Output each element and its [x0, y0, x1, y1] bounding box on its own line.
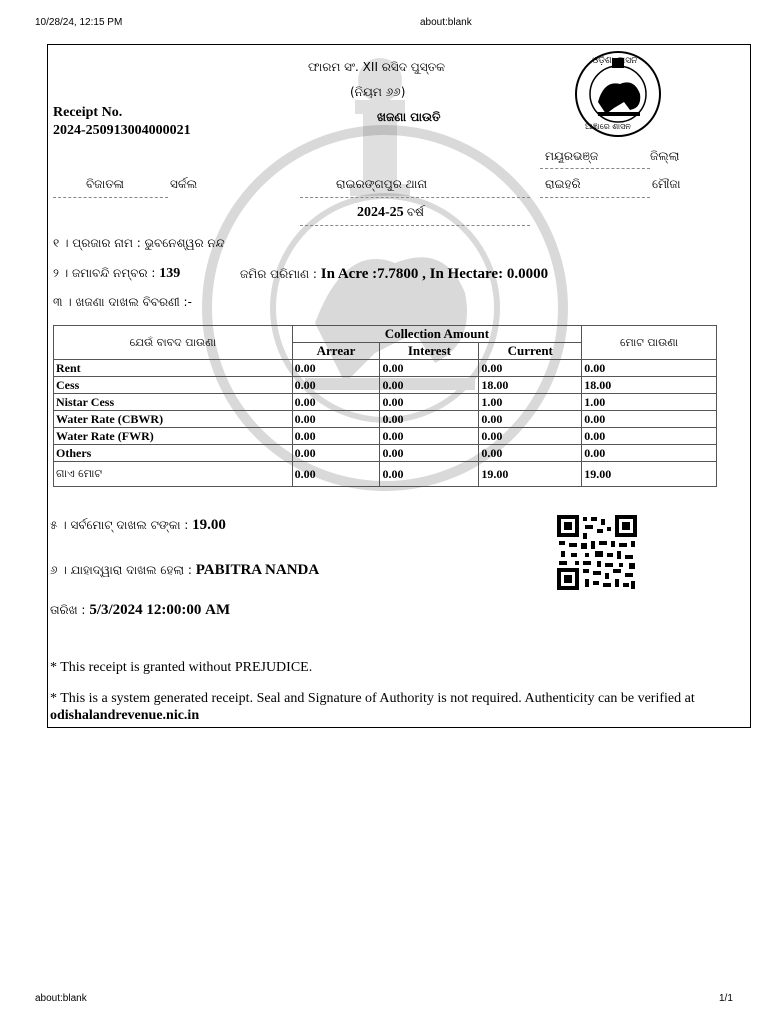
page-number: 1/1: [719, 993, 733, 1004]
row-arrear: 0.00: [292, 445, 380, 462]
row-item: Water Rate (CBWR): [54, 411, 293, 428]
row-item: Water Rate (FWR): [54, 428, 293, 445]
table-row: [54, 445, 717, 462]
row-total: 0.00: [582, 360, 717, 377]
row-arrear: 0.00: [292, 394, 380, 411]
khata-label: ୨ । ଜମାବନ୍ଦି ନମ୍ବର :: [53, 266, 156, 280]
grand-total-label: ଗାଏ ମୋଟ: [54, 462, 293, 487]
year-underline: [300, 225, 530, 226]
row-interest: 0.00: [380, 428, 479, 445]
print-title: about:blank: [420, 17, 472, 28]
row-arrear: 0.00: [292, 428, 380, 445]
print-header: [0, 17, 768, 31]
grand-current: 19.00: [479, 462, 582, 487]
receipt-title: ଖଜଣା ପାଉତି: [377, 110, 441, 124]
date-label: ତାରିଖ :: [50, 603, 86, 617]
table-row: [54, 428, 717, 445]
head-current: Current: [479, 343, 582, 360]
table-row: [54, 394, 717, 411]
tenant-name: ଭୁବନେଶ୍ୱର ନନ୍ଦ: [144, 236, 225, 250]
financial-year: [357, 204, 424, 221]
total-paid-line: [50, 517, 226, 534]
emblem-top-text: ଓଡ଼ିଶା ଶାସନ: [592, 56, 638, 66]
circle-label: ସର୍କଲ: [170, 177, 198, 191]
paid-by-value: PABITRA NANDA: [195, 562, 320, 578]
year-value: 2024-25: [357, 205, 404, 220]
police-station: ରାଇରଙ୍ଗପୁର ଥାନା: [336, 177, 428, 191]
row-current: 1.00: [479, 394, 582, 411]
mouza-label: ମୌଜା: [652, 177, 681, 191]
tenant-label: ୧ । ପ୍ରଜାର ନାମ :: [53, 236, 141, 250]
mouza-underline: [540, 197, 650, 198]
khata-number: 139: [159, 266, 181, 281]
district-value: ମୟୂରଭଞ୍ଜ: [545, 149, 599, 163]
grand-total: 19.00: [582, 462, 717, 487]
head-item: ଯେଉଁ ବାବଦ ପାଉଣା: [54, 326, 293, 360]
note-system-generated: [50, 690, 710, 724]
district-underline: [540, 168, 650, 169]
district-label: ଜିଲ୍ଲା: [650, 149, 680, 163]
row-arrear: 0.00: [292, 360, 380, 377]
row-current: 0.00: [479, 360, 582, 377]
row-total: 1.00: [582, 394, 717, 411]
row-total: 0.00: [582, 428, 717, 445]
row-item: Nistar Cess: [54, 394, 293, 411]
grand-total-row: [54, 462, 717, 487]
mouza-value: ରାଇହରି: [545, 177, 581, 191]
circle-underline: [53, 197, 168, 198]
paid-by-label: ୬ । ଯାହାଦ୍ୱାରା ଦାଖଲ ହେଲା :: [50, 563, 192, 577]
receipt-no-label: Receipt No.: [53, 105, 123, 120]
date-value: 5/3/2024 12:00:00 AM: [89, 602, 231, 618]
row-total: 0.00: [582, 411, 717, 428]
print-datetime: 10/28/24, 12:15 PM: [35, 17, 123, 28]
area-label: ଜମିର ପରିମାଣ :: [240, 267, 317, 281]
total-paid-value: 19.00: [192, 517, 226, 533]
ps-underline: [300, 197, 530, 198]
footer-url: about:blank: [35, 993, 87, 1004]
table-row: [54, 377, 717, 394]
head-arrear: Arrear: [292, 343, 380, 360]
row-item: Rent: [54, 360, 293, 377]
head-total: ମୋଟ ପାଉଣା: [582, 326, 717, 360]
total-paid-label: ୫ । ସର୍ବମୋଟ୍ ଦାଖଲ ଟଙ୍କା :: [50, 518, 189, 532]
table-row: [54, 411, 717, 428]
paid-by-line: [50, 562, 319, 579]
receipt-no-value: 2024-250913004000021: [53, 123, 191, 138]
note2-text: * This is a system generated receipt. Seal and Signature of Authority is not required. Authenticity can be verified at: [50, 691, 695, 706]
head-collection: Collection Amount: [292, 326, 582, 343]
row-total: 0.00: [582, 445, 717, 462]
date-line: [50, 602, 230, 619]
rule-number: (ନିୟମ ୬୬): [350, 85, 406, 99]
row-interest: 0.00: [380, 377, 479, 394]
verify-link[interactable]: odishalandrevenue.nic.in: [50, 708, 200, 723]
row-interest: 0.00: [380, 394, 479, 411]
table-row: [54, 360, 717, 377]
row-arrear: 0.00: [292, 377, 380, 394]
row-arrear: 0.00: [292, 411, 380, 428]
row-current: 0.00: [479, 428, 582, 445]
khata-line: [53, 266, 180, 282]
year-suffix: ବର୍ଷ: [406, 205, 424, 219]
circle-value: ବିଜାତଳା: [86, 177, 124, 191]
grand-arrear: 0.00: [292, 462, 380, 487]
qr-code-icon: [557, 515, 637, 590]
row-total: 18.00: [582, 377, 717, 394]
tenant-line: [53, 236, 225, 251]
collection-label: ୩ । ଖଜଣା ଦାଖଲ ବିବରଣୀ :-: [53, 295, 192, 309]
grand-interest: 0.00: [380, 462, 479, 487]
form-title: ଫାରମ ସଂ. XII ରସିଦ ପୁସ୍ତକ: [308, 60, 446, 74]
row-current: 0.00: [479, 445, 582, 462]
row-item: Cess: [54, 377, 293, 394]
row-item: Others: [54, 445, 293, 462]
collection-table: [53, 325, 717, 487]
area-line: [240, 266, 548, 283]
row-interest: 0.00: [380, 360, 479, 377]
note-prejudice: * This receipt is granted without PREJUDICE.: [50, 660, 313, 675]
row-current: 18.00: [479, 377, 582, 394]
head-interest: Interest: [380, 343, 479, 360]
row-current: 0.00: [479, 411, 582, 428]
area-value: In Acre :7.7800 , In Hectare: 0.0000: [320, 266, 549, 282]
row-interest: 0.00: [380, 411, 479, 428]
row-interest: 0.00: [380, 445, 479, 462]
emblem-bottom-text: ଆଜ୍ଞାରେ ଶାସନ: [585, 122, 631, 131]
